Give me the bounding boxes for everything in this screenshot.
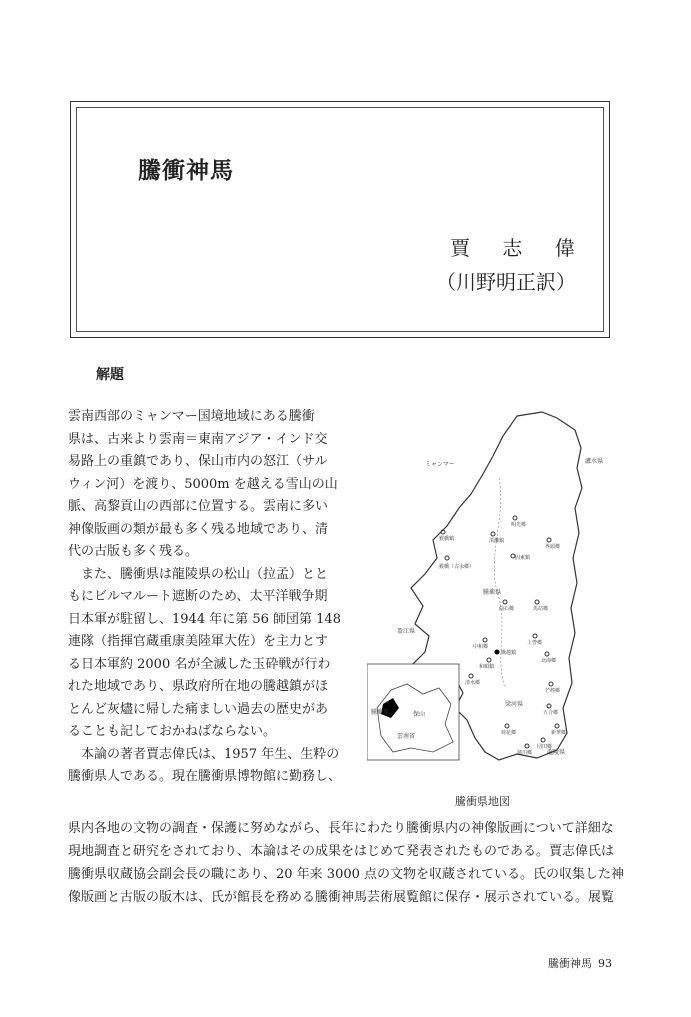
page-number: 93 (598, 957, 612, 970)
body-line: 脈、高黎貢山の西部に位置する。雲南に多い (68, 499, 329, 514)
map-label-place12: 新華郷 (551, 730, 567, 736)
map-label-place19: 上營郷 (527, 640, 543, 646)
map-label-place7: 馬站郷 (533, 606, 549, 612)
body-line: 県は、古来より雲南＝東南アジア・インド交 (68, 431, 328, 447)
body-line: 騰衝県収蔵協会副会長の職にあり、20 年来 3000 点の文物を収蔵されている。氏の収集した神 (68, 867, 625, 882)
map-label-baoshan-inset: 保山 (413, 711, 426, 718)
body-line: 像版画と古版の版木は、氏が館長を務める騰衝神馬芸術展覧館に保存・展示されている。展覧 (68, 890, 615, 905)
map-caption: 騰衝県地図 (455, 795, 510, 808)
map-label-place16: 北海郷 (541, 658, 557, 664)
body-line: れた地域であり、県政府所在地の騰越鎮がほ (68, 679, 329, 694)
map-label-longling: 龍陵県 (547, 749, 566, 756)
map-label-place2: 滇灘鎮 (489, 538, 505, 544)
map-label-place3: 界頭郷 (545, 544, 561, 550)
map-label-place5: 固東鎮 (515, 555, 531, 561)
body-line: 雲南西部のミャンマー国境地域にある騰衝 (68, 409, 315, 424)
body-line: 現地調査と研究をされており、本論はその成果をはじめて発表されたものである。賈志偉氏は (68, 844, 615, 859)
running-title: 騰衝神馬 (548, 957, 592, 970)
map-label-place4: 猴橋鎮 (439, 536, 455, 542)
map-label-place14: 蒲川郷 (517, 750, 533, 756)
body-line: 代の古版も多く残る。 (68, 544, 199, 559)
author-name: 賈 志 偉 (450, 236, 588, 260)
map-label-place11: 五合郷 (543, 710, 559, 716)
page-footer (548, 955, 612, 971)
map-label-tengchong-town: 騰衝県 (483, 589, 502, 596)
article-title: 騰衝神馬 (138, 157, 234, 184)
body-line: 易路上の重鎮であり、保山市内の怒江（サル (68, 454, 328, 469)
map-label-place10: 清水郷 (465, 680, 481, 686)
body-line: 県内各地の文物の調査・保護に努めながら、長年にわたり騰衝県内の神像版画について詳細な (68, 821, 614, 836)
body-line: 日本軍が駐留し、1944 年に第 56 師団第 148 (68, 611, 341, 627)
map-label-place9: 芒棒郷 (545, 688, 561, 694)
body-line: もにビルマルート遮断のため、太平洋戦争期 (68, 589, 328, 604)
body-line: 騰衝県人である。現在騰衝県博物館に勤務し、 (68, 769, 342, 784)
body-line: 本論の著者賈志偉氏は、1957 年生、生粋の (68, 746, 340, 762)
body-line: とんど灰燼に帰した痛ましい過去の歴史があ (68, 701, 329, 717)
map-label-lianghe: 梁河県 (505, 701, 524, 708)
map-label-place8: 中和郷 (473, 644, 489, 650)
map-label-place1: 明光郷 (511, 522, 527, 528)
map-label-place20: 猴橋（古永郷） (439, 564, 475, 570)
body-line: 連隊（指揮官蔵重康美陸軍大佐）を主力とす (68, 634, 329, 649)
map-label-myanmar: ミャンマー (425, 461, 455, 468)
map-label-yunnan-inset: 雲南省 (397, 733, 416, 740)
map-label-tengchong-inset: 騰衝県 (371, 709, 390, 716)
county-map (367, 408, 617, 790)
title-frame-inner (76, 107, 604, 332)
map-label-yingjiang: 盈江県 (397, 628, 416, 635)
translator-credit: （川野明正訳） (436, 270, 576, 294)
river-line (494, 478, 505, 688)
body-line: ウィン河）を渡り、5000m を越える雪山の山 (68, 476, 338, 492)
body-line: る日本軍約 2000 名が全滅した玉砕戦が行わ (68, 656, 331, 672)
map-label-place17: 騰越鎮 (501, 650, 517, 656)
section-heading: 解題 (96, 367, 124, 383)
body-column (68, 406, 358, 789)
map-label-place18: 和順鎮 (479, 664, 495, 670)
body-line: ることも記しておかねばならない。 (68, 724, 277, 739)
body-line: 神像版画の類が最も多く残る地域であり、清 (68, 521, 329, 537)
map-label-place6: 曲石郷 (499, 606, 515, 612)
map-label-lushui: 瀘水県 (585, 458, 604, 465)
map-label-place13: 荷花郷 (501, 730, 517, 736)
map-label-place15: 団田郷 (537, 744, 553, 750)
body-full-width (68, 817, 624, 909)
body-line: また、騰衝県は龍陵県の松山（拉孟）とと (68, 566, 329, 582)
